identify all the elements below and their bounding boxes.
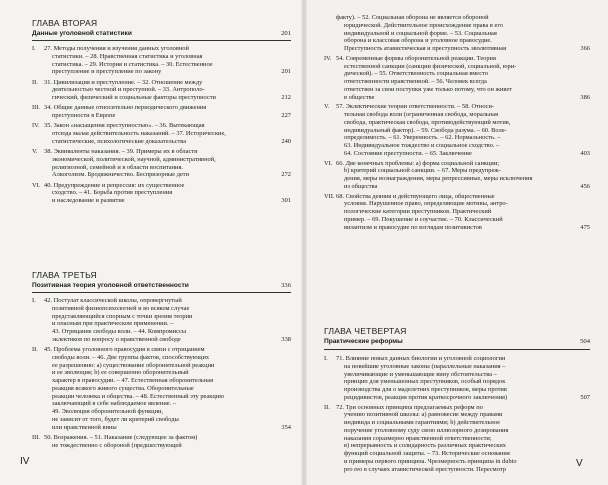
entry-number: III.: [32, 104, 40, 112]
entry-line: деятельностью честной и преступной. – 33. Антрополо-: [52, 86, 205, 94]
entry-line: увеличивающие и уменьшающие вину обстоятельства –: [344, 370, 497, 378]
entry-number: II.: [32, 78, 38, 86]
toc-entry: [324, 103, 590, 157]
entry-line: условия. Нарушенное право, определяющие мотивы, антро-: [344, 200, 508, 208]
entry-line: или нравственной вины: [52, 423, 117, 431]
section-title: Практические реформы: [324, 338, 403, 345]
entry-page-number: 301: [281, 197, 291, 204]
entry-line: гический, физический и социальные факторы преступности: [52, 94, 216, 101]
entry-line: статистические, психологические доказательства: [52, 137, 187, 145]
entry-line: 40. Предупреждение и репрессия: их существенное: [44, 181, 185, 189]
chapter-three-heading: ГЛАВА ТРЕТЬЯ: [32, 270, 97, 280]
entry-line: в) непрерывность и солидарность различных практических: [344, 442, 506, 450]
toc-entry: [32, 148, 291, 179]
right-folio: V: [576, 458, 583, 469]
gutter: [301, 0, 307, 485]
toc-entry: [32, 45, 291, 76]
entry-line: дической). – 55. Ответственность социальная вместо: [344, 70, 489, 78]
entry-page-number: 475: [580, 223, 590, 231]
toc-entry: [324, 14, 590, 53]
entry-line: 43. Отрицание свободы воли. – 44. Компромиссы: [52, 328, 187, 335]
entry-line: индивида и социальными гарантиями; b) действительное: [344, 419, 500, 426]
toc-entry: [32, 297, 291, 344]
entry-number: VI.: [324, 159, 333, 167]
entry-line: свободы воли. – 46. Две группы фактов, способствующих: [52, 353, 210, 361]
entry-line: функций социальной защиты. – 73. Исторические основания: [344, 450, 510, 457]
entry-page-number: 240: [281, 137, 291, 145]
entry-number: VII.: [324, 192, 335, 200]
entry-line: ее разрешению: а) существование оборонительной реакции: [52, 361, 215, 369]
entry-line: факту). – 52. Социальная оборона не является обороной: [336, 14, 489, 21]
entry-line: заключающий в себе наблюдаемое явление. –: [52, 400, 176, 408]
entry-line: статистики. – 28. Нравственная статистика и уголовная: [52, 52, 203, 60]
entry-line: эклектиков по вопросу о нравственной свободе: [52, 335, 181, 343]
right-page: [304, 0, 608, 485]
entry-line: индивидуальной и социальной форме. – 53. Социальная: [344, 29, 497, 37]
entry-line: и опасным при практическом применении. –: [52, 320, 174, 328]
entry-line: и примеры первого принципа. Чрезмерность принципа in dubio: [344, 457, 517, 465]
entry-line: ответствен за свои поступки уже только потому, что он живет: [344, 85, 512, 93]
section-title: Позитивная теория уголовной ответственности: [32, 282, 189, 289]
entry-line: и ее эволюция; b) ее совершенно оборонительный: [52, 369, 189, 377]
entry-line: 54. Современные формы оборонительной реакции. Теория: [336, 54, 496, 62]
entry-line: наказания соразмерно нравственной ответственности;: [344, 434, 492, 442]
entry-line: 57. Эклектические теории ответственности. – 58. Относи-: [336, 103, 495, 111]
entry-line: pro reo в случаях атавистической преступности. Пересмотр: [344, 465, 506, 473]
entry-line: 64. Состояние преступности. – 65. Заключение: [344, 149, 472, 157]
entry-line: статистика. – 29. История и статистика. – 30. Естественное: [52, 60, 213, 68]
entry-line: 63. Индивидуальное тождество и социальное сходство. –: [344, 142, 500, 149]
entry-line: византизм и правосудие по взглядам позитивистов: [344, 223, 482, 231]
entry-line: оборона и классовая оборона и уголовное правосудие.: [344, 37, 492, 45]
entry-line: не зависит от того, будет ли критерий свободы: [52, 415, 179, 423]
entry-number: II.: [32, 346, 38, 353]
entry-line: 34. Общие данные относительно периодического движения: [44, 104, 207, 112]
toc-entry: [324, 55, 590, 102]
section-page: 504: [580, 338, 590, 345]
entry-page-number: 227: [281, 112, 291, 119]
entry-line: поручение уголовному суду свою иллюзорного дозирования: [344, 426, 509, 434]
entry-page-number: 456: [580, 182, 590, 190]
entry-line: на новейшие уголовные законы (параллельные наказания –: [344, 362, 506, 370]
entry-line: 49. Эволюция оборонительной функции,: [52, 408, 164, 415]
entry-line: преступление и преступление по закону: [52, 68, 162, 76]
entry-line: не тождественно с обороной (предшествующей: [52, 441, 182, 449]
entry-line: определимость. – 61. Уверенность. – 62. Нормальность. –: [344, 134, 501, 142]
section-rule: [32, 292, 291, 293]
toc-entry: [324, 160, 590, 191]
section-page: 336: [281, 282, 291, 289]
entry-line: тельная свобода воли (ограниченная свобода, моральная: [344, 111, 499, 118]
entry-line: свобода, практическая свобода, противодействующий мотив,: [344, 118, 511, 126]
entry-line: 45. Проблема уголовного правосудия в связи с отрицанием: [44, 346, 205, 353]
entry-page-number: 354: [281, 423, 291, 431]
entry-line: производства для о маделетних преступников, меры против: [344, 386, 507, 393]
entry-line: отсюда малая действительность наказаний. – 37. Исторические,: [52, 130, 226, 137]
entry-number: I.: [32, 45, 36, 52]
chapter-two-section: [32, 30, 291, 37]
toc-entry: [32, 104, 291, 120]
toc-entry: [32, 122, 291, 145]
entry-number: I.: [324, 355, 328, 362]
chapter-three-section: [32, 282, 291, 289]
chapter-four-section: [324, 338, 590, 345]
entry-page-number: 403: [580, 149, 590, 157]
entry-line: 71. Влияние новых данных биологии и уголовной социологии: [336, 355, 506, 362]
entry-line: рецидивистов, реакция против краткосрочного заключения): [344, 393, 508, 401]
entry-line: 27. Методы получения и изучения данных уголовной: [44, 45, 189, 52]
chapter-two-heading: ГЛАВА ВТОРАЯ: [32, 18, 98, 28]
section-page: 201: [281, 30, 291, 37]
entry-line: представляющийся спорным с точки зрения теории: [52, 312, 193, 320]
entry-line: юридической. Действительное происхождение права в его: [344, 21, 503, 29]
entry-line: принцип для уменьшенных преступников, особый порядок: [344, 378, 506, 386]
entry-page-number: 201: [281, 68, 291, 76]
toc-entry: [324, 193, 590, 232]
entry-line: характер в правосудии. – 47. Естественная оборонительная: [52, 377, 214, 384]
entry-line: 72. Три основных принципа предлагаемых реформ по: [336, 403, 483, 411]
entry-line: Алкоголизм. Бродяжничество. Беспризорные дети: [52, 171, 190, 179]
entry-line: и наследование и развитие: [52, 197, 125, 204]
entry-line: 66. Две конечных проблемы: а) форма социальной санкции;: [336, 159, 500, 167]
entry-line: реакция всякого живого существа. Оборонительные: [52, 384, 194, 392]
entry-number: II.: [324, 403, 330, 411]
entry-line: 50. Возражения. – 51. Наказание (следующее за фактом): [44, 433, 198, 441]
entry-line: учению позитивной школы: а) равновесие между правами: [344, 411, 503, 419]
entry-line: 31. Цивилизация и преступление. – 32. Отношение между: [44, 78, 203, 86]
toc-entry: [324, 404, 590, 474]
entry-page-number: 507: [580, 393, 590, 401]
entry-page-number: 212: [281, 94, 291, 101]
entry-line: 42. Постулат классической школы, опровергнутый: [44, 297, 182, 304]
entry-number: III.: [32, 433, 40, 441]
entry-line: Преступность атавистическая и преступность эволютивная: [344, 45, 507, 52]
entry-number: IV.: [32, 122, 40, 130]
entry-line: ответственности нравственной. – 56. Человек всегда: [344, 78, 487, 85]
toc-entry: [324, 355, 590, 402]
entry-number: I.: [32, 297, 36, 304]
entry-line: 68. Свойства деяния и действующего лица, общественные: [336, 192, 495, 200]
entry-line: сходство. – 41. Борьба против преступления: [52, 189, 173, 197]
entry-line: экономической, политической, научной, административной,: [52, 155, 216, 163]
toc-entry: [32, 182, 291, 205]
entry-page-number: 272: [281, 171, 291, 179]
entry-line: 38. Эквиваленты наказания. – 39. Примеры их в области: [44, 148, 198, 155]
entry-line: естественной санкции (санкции физической, социальной, юри-: [344, 62, 517, 70]
entry-line: в обществе: [344, 93, 375, 101]
entry-line: b) критерий социальной санкции. – 67. Меры предупреж-: [344, 167, 501, 175]
entry-line: позитивной физиопсихологией и во всяком случае: [52, 304, 190, 312]
left-folio: IV: [20, 456, 30, 467]
toc-entry: [32, 434, 291, 450]
entry-number: V.: [32, 148, 38, 155]
section-rule: [324, 349, 590, 350]
entry-line: 35. Закон «насыщения преступностью». – 36. Вытекающая: [44, 122, 205, 130]
entry-page-number: 366: [580, 45, 590, 52]
entry-line: пример. – 69. Покушение и соучастие. – 70. Классический: [344, 215, 503, 223]
chapter-four-heading: ГЛАВА ЧЕТВЕРТАЯ: [324, 326, 407, 336]
entry-number: VI.: [32, 181, 41, 189]
entry-line: дения, меры вознаграждения, меры репрессивные, меры исключения: [344, 175, 533, 182]
entry-line: из общества: [344, 182, 378, 190]
entry-page-number: 338: [281, 335, 291, 343]
entry-number: IV.: [324, 54, 332, 62]
entry-line: пологические категории преступников. Практический: [344, 208, 492, 215]
entry-number: V.: [324, 103, 330, 111]
section-rule: [32, 40, 291, 41]
toc-entry: [32, 79, 291, 102]
section-title: Данные уголовной статистики: [32, 30, 132, 37]
toc-entry: [32, 346, 291, 431]
entry-line: преступности в Европе: [52, 112, 116, 119]
entry-line: индивидуальный фактор). – 59. Свобода разума. – 60. Воле-: [344, 126, 507, 134]
entry-line: религиозной, семейной и в области воспитания.: [52, 163, 183, 171]
entry-page-number: 386: [580, 93, 590, 101]
entry-line: реакции человека и общества. – 48. Естественный эту реакцию: [52, 392, 224, 400]
